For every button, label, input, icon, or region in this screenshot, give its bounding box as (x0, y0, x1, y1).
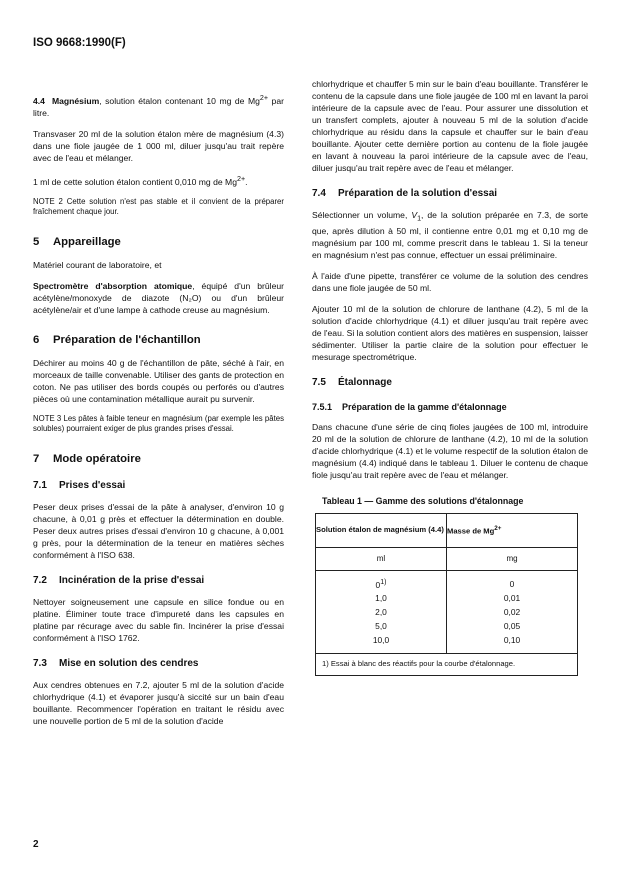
table-cell-volume-value: 0 (375, 579, 381, 590)
section-4-4 (33, 92, 284, 119)
section-4-4-title: Magnésium (51, 95, 100, 106)
table-cell-mass: 0,01 (447, 591, 578, 605)
section-4-4-sup: 2+ (259, 94, 269, 102)
note-3: NOTE 3 Les pâtes à faible teneur en magnésium (par exemple les pâtes solubles) pourraient exiger de plus grandes prises d'essai. (33, 413, 284, 434)
section-7-2-title: Incinération de la prise d'essai (59, 574, 205, 586)
table-header-mass (447, 513, 578, 547)
section-7-3-heading (33, 657, 284, 670)
section-7-number: 7 (33, 452, 40, 465)
section-7-heading (33, 452, 284, 466)
section-4-4-para-2-text: 1 ml de cette solution étalon contient 0,010 mg de Mg (33, 176, 237, 187)
table-row (316, 591, 578, 605)
section-7-3-number: 7.3 (33, 657, 47, 669)
section-4-4-number: 4.4 (33, 95, 45, 106)
section-7-3-continued: chlorhydrique et chauffer 5 min sur le bain d'eau bouillante. Transférer le contenu de la capsule dans une fiole jaugée de 100 ml en lavant la paroi intérieure de la capsule avec de l'eau. Pour assurer une dissolution et un transfert complets, ajouter à nouveau 5 ml de la solution d'acide chlorhydrique au résidu dans la capsule et chauffer sur le bain d'eau bouillante. Ajouter cette dernière portion au contenu de la fiole jaugée en lavant à nouveau la paroi intérieure de la capsule avec de l'eau, diluer jusqu'au trait repère avec de l'eau et mélanger. (312, 79, 588, 173)
section-7-1-para-1: Peser deux prises d'essai de la pâte à analyser, d'environ 10 g chacune, à 0,01 g près et effectuer la détermination en double. Peser deux autres prises d'essai d'environ 10 g chacune, à 0,001 g près, pour la détermination de la teneur en matières sèches conformément à l'ISO 638. (33, 501, 284, 560)
table-cell-mass: 0,10 (447, 633, 578, 654)
section-6-para-1: Déchirer au moins 40 g de l'échantillon de pâte, séché à l'air, en morceaux de taille convenable. Utiliser des gants de protection en coton. Ne pas utiliser des bords coupés ou perforés ou d'autres pièces où une contamination métallique aurait pu survenir. (33, 357, 284, 404)
section-6-title: Préparation de l'échantillon (53, 333, 201, 346)
section-6-heading (33, 333, 284, 347)
table-row (316, 633, 578, 654)
section-6-number: 6 (33, 333, 40, 346)
page-number: 2 (33, 839, 39, 850)
table-cell-volume: 10,0 (316, 633, 447, 654)
table-cell-mass: 0 (447, 570, 578, 591)
table-cell-mass: 0,02 (447, 605, 578, 619)
table-unit-mg: mg (447, 547, 578, 570)
section-7-2-para-1: Nettoyer soigneusement une capsule en silice fondue ou en platine. Éliminer toute trace d'impureté dans les capsules en platine par récurage avec du sable fin. Incinérer la prise d'essai conformément à l'ISO 1762. (33, 596, 284, 643)
section-7-4-para-3: Ajouter 10 ml de la solution de chlorure de lanthane (4.2), 5 ml de la solution d'acide chlorhydrique (4.1) et diluer jusqu'au trait repère avec de l'eau. Si la solution contient alors des matières en suspension, laisser sédimenter. Utiliser la partie claire de la solution pour effectuer le mesurage spectrométrique. (312, 303, 588, 362)
section-4-4-lead: , solution étalon contenant 10 mg de Mg (99, 95, 260, 106)
volume-variable-sub: 1 (417, 214, 422, 223)
calibration-table (315, 513, 578, 676)
section-7-4-para-1-text: , de la solution préparée en 7.3, de sorte que, après dilution à 50 ml, il contienne entre 0,01 mg et 0,10 mg de magnésium par 100 ml, comme prescrit dans le tableau 1. Si la teneur en magnésium n'est pas connue, effectuer un essai préliminaire. (312, 210, 588, 260)
note-2: NOTE 2 Cette solution n'est pas stable et il convient de la préparer fraîchement chaque jour. (33, 196, 284, 217)
table-row (316, 619, 578, 633)
section-7-5-1-number: 7.5.1 (312, 401, 333, 412)
table-cell-volume-footnote: 1) (380, 578, 387, 586)
table-header-standard-solution: Solution étalon de magnésium (4.4) (316, 513, 447, 547)
section-5-para-2 (33, 280, 284, 316)
table-header-mass-text: Masse de Mg (447, 526, 495, 536)
section-7-4-para-1 (312, 209, 588, 261)
section-5-para-2-text: , équipé d'un brûleur acétylène/monoxyde de diazote (N₂O) ou d'un brûleur acétylène/air et d'une lampe à cathode creuse au magnésium. (33, 280, 284, 315)
section-7-4-heading (312, 187, 588, 200)
section-7-5-1-title: Préparation de la gamme d'étalonnage (342, 401, 507, 412)
table-cell-mass: 0,05 (447, 619, 578, 633)
section-7-4-para-1-lead: Sélectionner un volume, (312, 210, 412, 220)
section-7-5-number: 7.5 (312, 376, 326, 388)
table-cell-volume (316, 570, 447, 591)
volume-variable: V (411, 210, 418, 220)
section-7-1-number: 7.1 (33, 479, 47, 491)
section-5-number: 5 (33, 235, 40, 248)
section-4-4-para-2-sup: 2+ (237, 174, 246, 183)
table-unit-ml: ml (316, 547, 447, 570)
section-4-4-para-2 (33, 173, 284, 188)
section-7-2-number: 7.2 (33, 574, 47, 586)
spectrometer-term: Spectromètre d'absorption atomique (33, 280, 193, 291)
section-7-4-para-2: À l'aide d'une pipette, transférer ce volume de la solution des cendres dans une fiole jaugée de 50 ml. (312, 270, 588, 293)
section-4-4-tail: par litre. (33, 95, 284, 118)
section-5-heading (33, 235, 284, 249)
section-7-title: Mode opératoire (53, 452, 141, 465)
table-footnote: 1) Essai à blanc des réactifs pour la courbe d'étalonnage. (316, 653, 578, 675)
table-cell-volume: 2,0 (316, 605, 447, 619)
section-7-5-1-para-1: Dans chacune d'une série de cinq fioles jaugées de 100 ml, introduire 20 ml de la solution de chlorure de lanthane (4.2), 10 ml de la solution d'acide chlorhydrique (4.1) et le volume respectif de la solution étalon de magnésium (4.4) indiqué dans le tableau 1. Diluer le contenu de chaque fiole jusqu'au trait repère avec de l'eau et mélanger. (312, 421, 588, 480)
section-7-3-para-1: Aux cendres obtenues en 7.2, ajouter 5 ml de la solution d'acide chlorhydrique (4.1) et évaporer jusqu'à siccité sur un bain d'eau bouillante. Recommencer l'opération en traitant le résidu avec une nouvelle portion de 5 ml de la solution d'acide (33, 679, 284, 726)
section-4-4-para-2-end: . (245, 176, 248, 187)
standard-header: ISO 9668:1990(F) (33, 37, 126, 49)
section-7-5-1-heading (312, 401, 588, 413)
table-header-mass-sup: 2+ (494, 524, 502, 532)
section-7-5-title: Étalonnage (338, 376, 392, 388)
table-cell-volume: 5,0 (316, 619, 447, 633)
section-5-para-1: Matériel courant de laboratoire, et (33, 259, 162, 270)
table-row (316, 570, 578, 591)
section-7-4-title: Préparation de la solution d'essai (338, 188, 498, 199)
left-column (33, 92, 284, 736)
section-4-4-para-1: Transvaser 20 ml de la solution étalon mère de magnésium (4.3) dans une fiole jaugée de 1 000 ml, diluer jusqu'au trait repère avec de l'eau et mélanger. (33, 128, 284, 163)
section-7-1-heading (33, 479, 284, 492)
table-row (316, 605, 578, 619)
table-cell-volume: 1,0 (316, 591, 447, 605)
right-column (312, 78, 588, 676)
section-7-1-title: Prises d'essai (59, 479, 126, 491)
section-7-4-number: 7.4 (312, 188, 326, 199)
section-7-3-title: Mise en solution des cendres (59, 657, 199, 669)
section-7-5-heading (312, 376, 588, 389)
table-1-title: Tableau 1 — Gamme des solutions d'étalonnage (322, 495, 524, 506)
section-5-title: Appareillage (53, 235, 121, 248)
section-7-2-heading (33, 574, 284, 587)
